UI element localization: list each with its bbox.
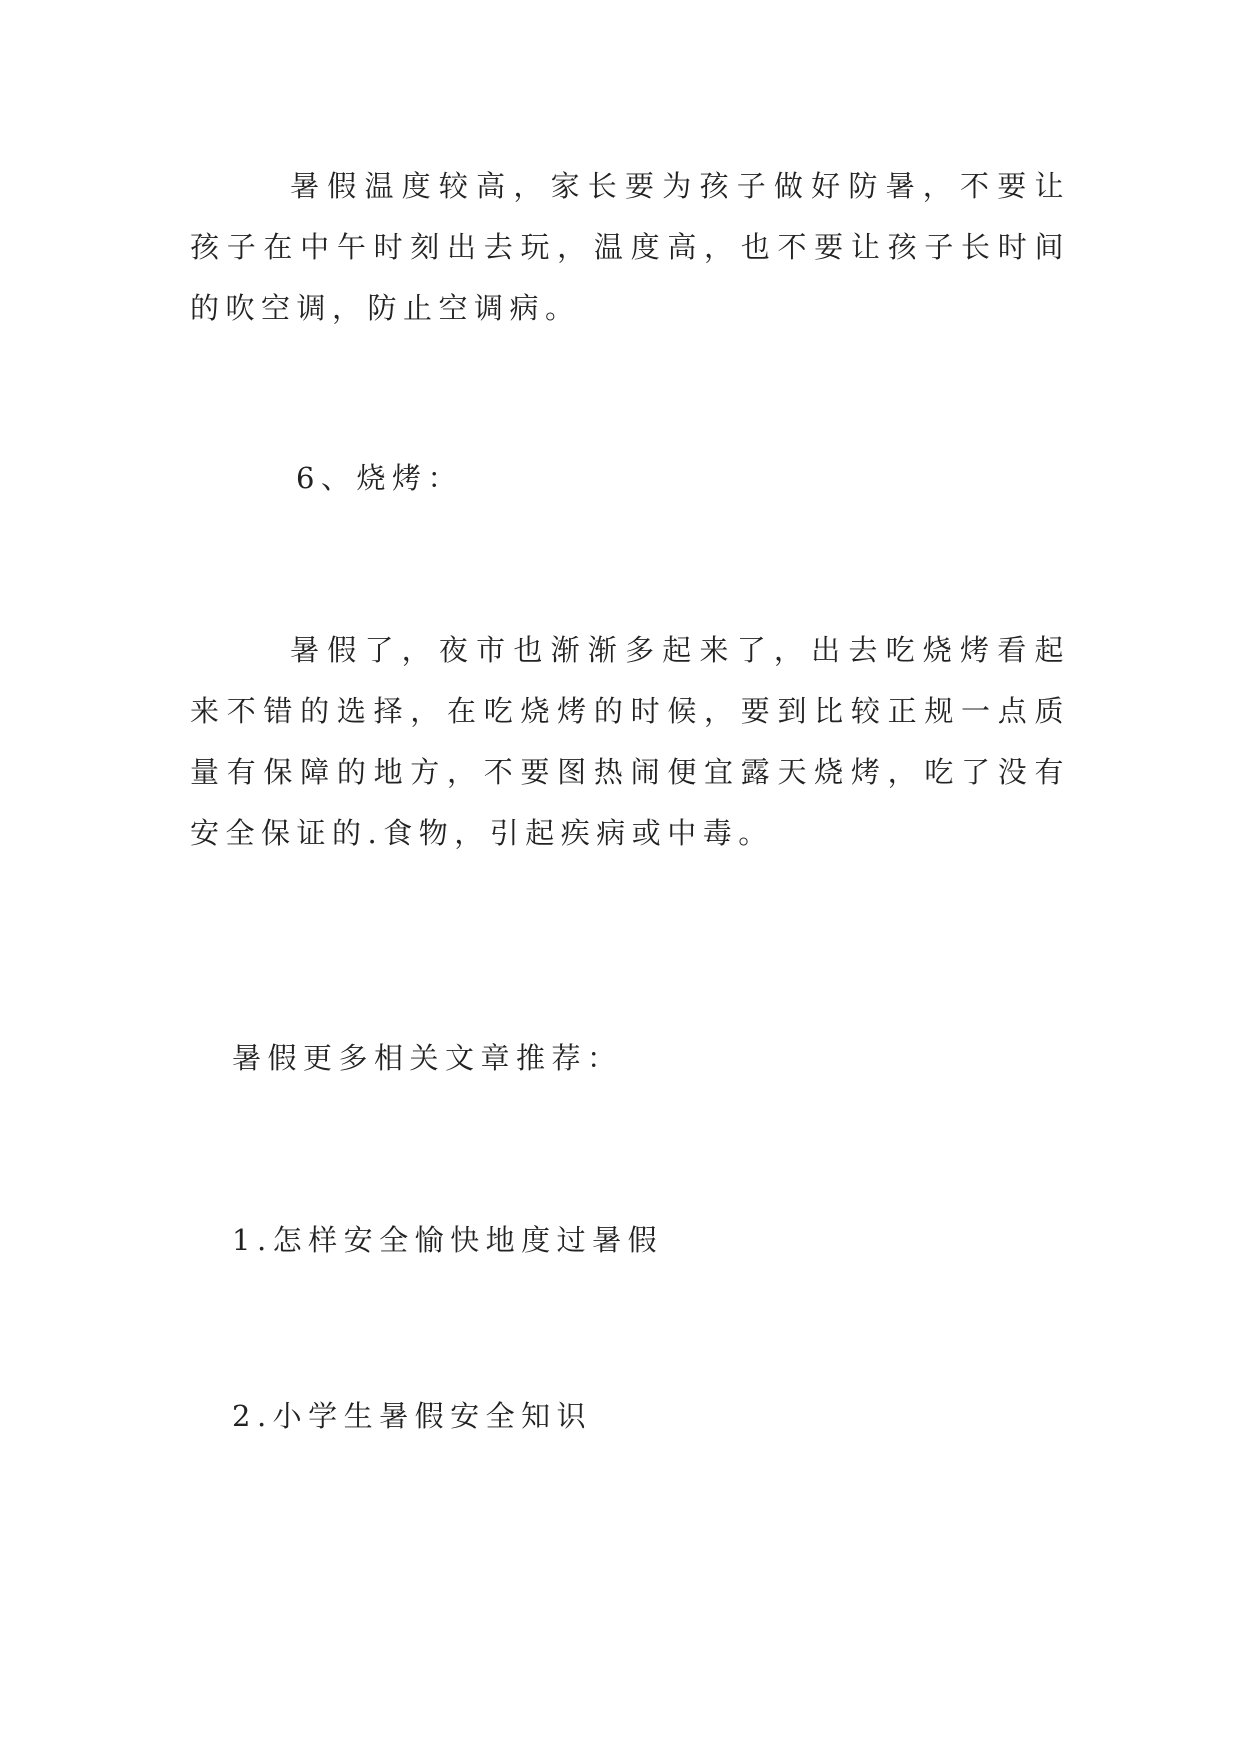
related-articles-heading: 暑假更多相关文章推荐： bbox=[232, 1041, 623, 1075]
related-article-link-1[interactable]: 1.怎样安全愉快地度过暑假 bbox=[232, 1223, 664, 1257]
paragraph-bbq: 暑假了，夜市也渐渐多起来了，出去吃烧烤看起来不错的选择，在吃烧烤的时候，要到比较正规一点质量有保障的地方，不要图热闹便宜露天烧烤，吃了没有安全保证的.食物，引起疾病或中毒。 bbox=[190, 633, 1070, 850]
section-heading-bbq: 6、烧烤： bbox=[296, 461, 463, 495]
paragraph-air-conditioning: 暑假温度较高，家长要为孩子做好防暑，不要让孩子在中午时刻出去玩，温度高，也不要让孩子长时间的吹空调，防止空调病。 bbox=[190, 169, 1070, 325]
related-article-link-2[interactable]: 2.小学生暑假安全知识 bbox=[232, 1399, 593, 1433]
